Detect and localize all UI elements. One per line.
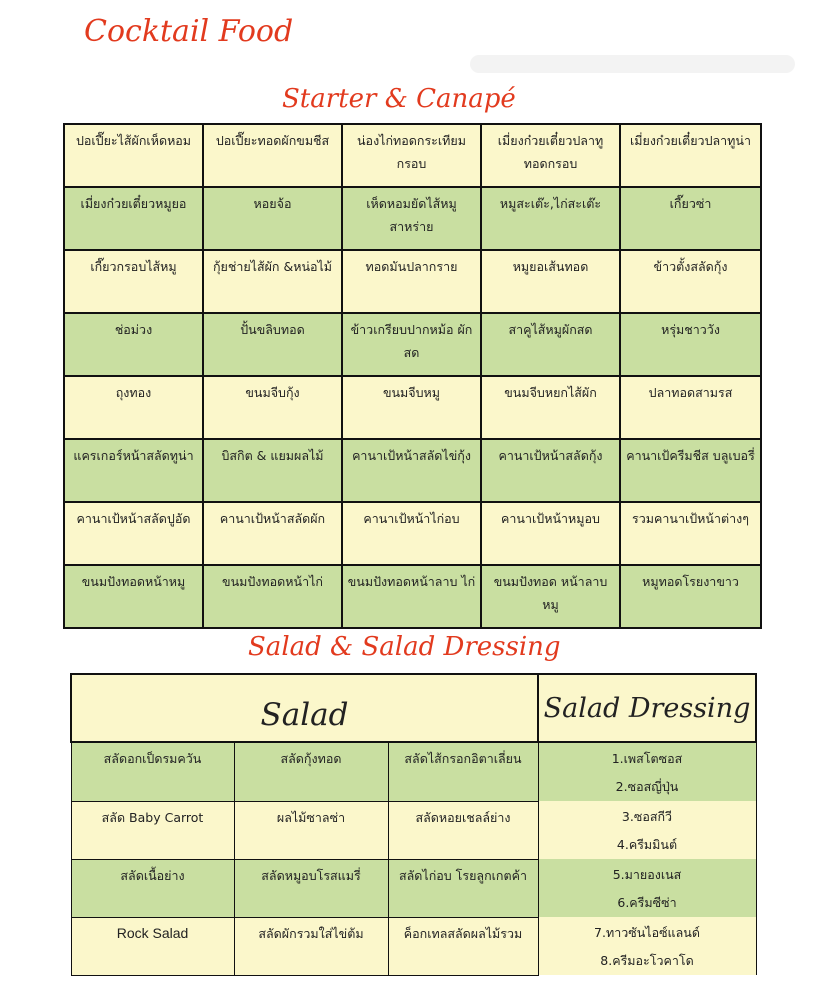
dressing-item: 1.เพสโตซอส (611, 751, 683, 766)
salad-item: สลัดหอยเชลล์ย่าง (388, 801, 538, 859)
page-title: Cocktail Food (84, 14, 294, 49)
salad-row (71, 801, 756, 859)
starter-item: คานาเป้ครีมชีส บลูเบอรี่ (620, 439, 761, 502)
salad-item: สลัดกุ้งทอด (234, 742, 388, 801)
dressing-cell (538, 742, 756, 801)
starter-item: ปอเปี๊ยะทอดผักขมชีส (203, 124, 342, 187)
starter-item: คานาเป้หน้าไก่อบ (342, 502, 481, 565)
starter-item: ขนมปังทอดหน้าลาบ ไก่ (342, 565, 481, 628)
starter-item: แครเกอร์หน้าสลัดทูน่า (64, 439, 203, 502)
starter-item: เห็ดหอมยัดไส้หมู สาหร่าย (342, 187, 481, 250)
dressing-item: 8.ครีมอะโวคาโด (600, 953, 694, 968)
starter-item: กุ้ยช่ายไส้ผัก &หน่อไม้ (203, 250, 342, 313)
starter-item: หอยจ้อ (203, 187, 342, 250)
starter-item: ขนมจีบหมู (342, 376, 481, 439)
starter-row (64, 313, 761, 376)
starter-row (64, 376, 761, 439)
dressing-item: 5.มายองเนส (612, 867, 682, 882)
starter-item: ขนมจีบหยกไส้ผัก (481, 376, 620, 439)
starter-item: หรุ่มชาววัง (620, 313, 761, 376)
starter-row (64, 250, 761, 313)
starter-item: คานาเป้หน้าสลัดปูอัด (64, 502, 203, 565)
salad-item: สลัดไก่อบ โรยลูกเกตค้า (388, 859, 538, 917)
salad-item: ค็อกเทลสลัดผลไม้รวม (388, 917, 538, 975)
starter-row (64, 439, 761, 502)
starter-item: เมี่ยงก๋วยเตี๋ยวปลาทูน่า (620, 124, 761, 187)
salad-item: สลัดไส้กรอกอิตาเลี่ยน (388, 742, 538, 801)
starter-item: น่องไก่ทอดกระเทียม กรอบ (342, 124, 481, 187)
starter-item: ข้าวเกรียบปากหม้อ ผักสด (342, 313, 481, 376)
starter-item: ทอดมันปลากราย (342, 250, 481, 313)
starter-item: เมี่ยงก๋วยเตี๋ยวปลาทู ทอดกรอบ (481, 124, 620, 187)
salad-row (71, 859, 756, 917)
header-smudge (470, 55, 795, 73)
starter-row (64, 565, 761, 628)
salad-column-header: Salad (71, 674, 538, 742)
dressing-cell (538, 917, 756, 975)
salad-item: ผลไม้ซาลซ่า (234, 801, 388, 859)
starter-row (64, 187, 761, 250)
starter-item: คานาเป้หน้าหมูอบ (481, 502, 620, 565)
salad-table (70, 673, 757, 976)
starter-item: ปอเปี๊ยะไส้ผักเห็ดหอม (64, 124, 203, 187)
starter-item: รวมคานาเป้หน้าต่างๆ (620, 502, 761, 565)
starter-item: คานาเป้หน้าสลัดกุ้ง (481, 439, 620, 502)
salad-item: สลัดผักรวมใส่ไข่ต้ม (234, 917, 388, 975)
starter-heading: Starter & Canapé (282, 84, 516, 114)
starter-item: สาคูไส้หมูผักสด (481, 313, 620, 376)
starter-item: ถุงทอง (64, 376, 203, 439)
starter-item: ขนมจีบกุ้ง (203, 376, 342, 439)
starter-item: หมูสะเต๊ะ,ไก่สะเต๊ะ (481, 187, 620, 250)
dressing-item: 7.ทาวซันไอซ์แลนด์ (594, 925, 700, 940)
starter-row (64, 124, 761, 187)
starter-item: ปลาทอดสามรส (620, 376, 761, 439)
salad-item: สลัดอกเป็ดรมควัน (71, 742, 234, 801)
starter-item: ช่อม่วง (64, 313, 203, 376)
starter-item: คานาเป้หน้าสลัดไข่กุ้ง (342, 439, 481, 502)
starter-item: คานาเป้หน้าสลัดผัก (203, 502, 342, 565)
starter-item: บิสกิต & แยมผลไม้ (203, 439, 342, 502)
dressing-cell (538, 859, 756, 917)
salad-row (71, 917, 756, 975)
dressing-item: 2.ซอสญี่ปุ่น (615, 779, 679, 794)
starter-item: หมูยอเส้นทอด (481, 250, 620, 313)
starter-item: เกี๊ยวซ่า (620, 187, 761, 250)
dressing-cell (538, 801, 756, 859)
starter-item: เมี่ยงก๋วยเตี๋ยวหมูยอ (64, 187, 203, 250)
starter-item: ขนมปังทอดหน้าไก่ (203, 565, 342, 628)
starter-item: ข้าวตั้งสลัดกุ้ง (620, 250, 761, 313)
dressing-item: 4.ครีมมินต์ (616, 837, 678, 852)
salad-item: สลัดหมูอบโรสแมรี่ (234, 859, 388, 917)
starter-item: ปั้นขลิบทอด (203, 313, 342, 376)
starter-table (63, 123, 762, 629)
dressing-column-header: Salad Dressing (538, 674, 756, 742)
salad-heading: Salad & Salad Dressing (248, 632, 561, 662)
starter-item: หมูทอดโรยงาขาว (620, 565, 761, 628)
salad-item: Rock Salad (71, 917, 234, 975)
dressing-item: 6.ครีมซีซ่า (617, 895, 677, 910)
starter-row (64, 502, 761, 565)
salad-row (71, 742, 756, 801)
dressing-item: 3.ซอสกีวี (621, 809, 673, 824)
salad-item: สลัดเนื้อย่าง (71, 859, 234, 917)
starter-item: เกี๊ยวกรอบไส้หมู (64, 250, 203, 313)
salad-item: สลัด Baby Carrot (71, 801, 234, 859)
starter-item: ขนมปังทอด หน้าลาบหมู (481, 565, 620, 628)
starter-item: ขนมปังทอดหน้าหมู (64, 565, 203, 628)
